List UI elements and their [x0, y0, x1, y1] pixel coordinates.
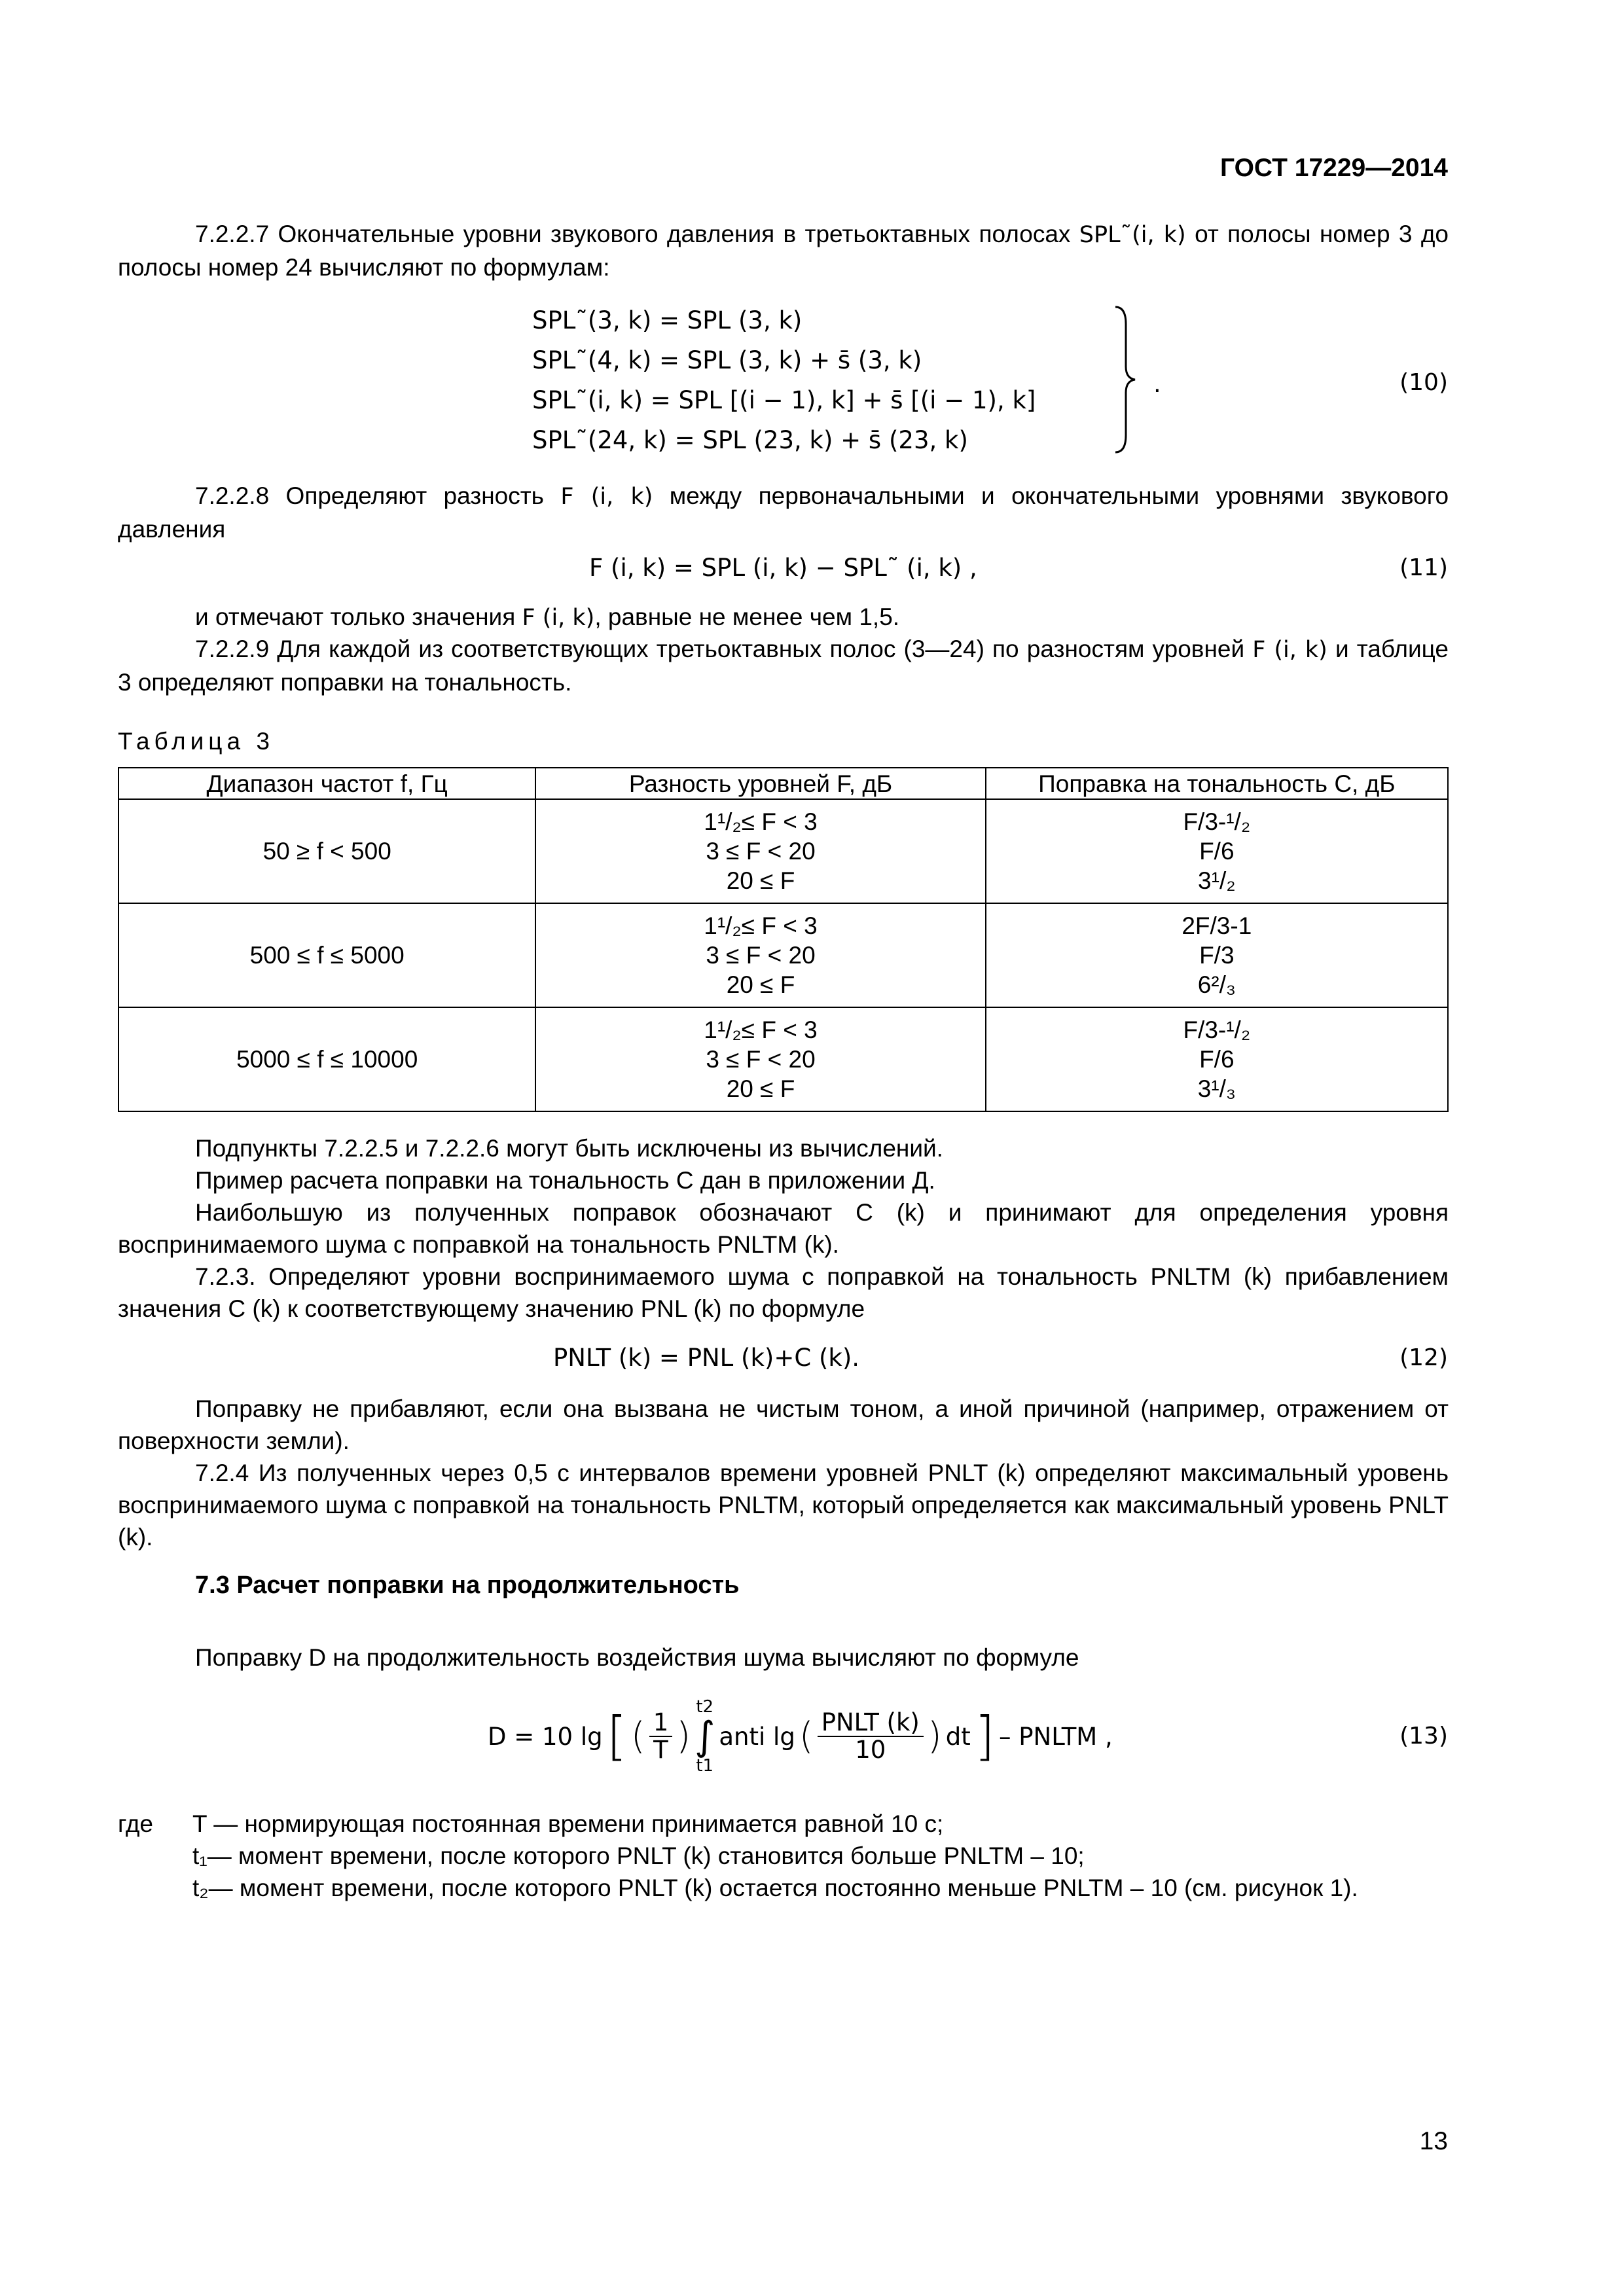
paragraph-7-2-2-9: [118, 633, 1449, 698]
eq13-frac-den: 10: [855, 1736, 886, 1764]
p7229-lead: 7.2.2.9 Для каждой из соответствующих третьоктавных полос (3—24) по разностям уровней: [195, 636, 1245, 662]
diff-value: 3 ≤ F < 20: [706, 1046, 816, 1073]
p7228-lead: 7.2.2.8 Определяют разность: [195, 482, 544, 509]
right-brace-icon: [1113, 304, 1139, 455]
corr-value: F/3: [1199, 942, 1235, 969]
table-row: [118, 1007, 1448, 1111]
mark-tail: , равные не менее чем 1,5.: [594, 603, 900, 630]
diff-cell: [535, 903, 985, 1007]
where-list: [118, 1808, 1449, 1904]
range-cell: 5000 ≤ f ≤ 10000: [118, 1007, 535, 1111]
eq13-lhs: D = 10 lg: [488, 1722, 603, 1751]
eq13-formula: [488, 1687, 1113, 1785]
eq11-formula: F (i, k) = SPL (i, k) − SPL˜ (i, k) ,: [589, 554, 977, 582]
eq12-formula: PNLT (k) = PNL (k)+C (k).: [553, 1344, 860, 1372]
integral-sign-icon: ∫: [695, 1713, 715, 1759]
paragraph: Наибольшую из полученных поправок обозначают C (k) и принимают для определения уровня воспринимаемого шума с поправкой на тональность PNLTM (k).: [118, 1199, 1449, 1258]
eq13-one: 1: [649, 1710, 673, 1737]
p7229-symbol: F (i, k): [1252, 637, 1327, 663]
page-number: 13: [1419, 2127, 1448, 2155]
paragraph: Пример расчета поправки на тональность C дан в приложении Д.: [195, 1167, 935, 1194]
document-code: ГОСТ 17229—2014: [1220, 154, 1448, 182]
where-item-t1: t₁— момент времени, после которого PNLT (k) становится больше PNLTM – 10;: [192, 1842, 1085, 1869]
paragraphs-after-table: [118, 1132, 1449, 1325]
eq13-fraction-pnlt: [818, 1710, 924, 1763]
right-bracket-icon: ]: [974, 1706, 995, 1767]
diff-value: 3 ≤ F < 20: [706, 838, 816, 865]
diff-value: 20 ≤ F: [726, 867, 795, 894]
table-row: [118, 799, 1448, 903]
corr-value: F/3-¹/₂: [1183, 808, 1251, 835]
eq12-number: (12): [1399, 1344, 1448, 1371]
corr-cell: [986, 903, 1448, 1007]
paragraph: 7.2.4 Из полученных через 0,5 с интервалов времени уровней PNLT (k) определяют максимальный уровень воспринимаемого шума с поправкой на тональность PNLTM, который определяется как максимальный уровень PNLT (k).: [118, 1460, 1449, 1551]
diff-value: 1¹/₂≤ F < 3: [704, 912, 818, 939]
paragraph-mark-values: [195, 601, 1449, 634]
table-caption: Таблица 3: [118, 728, 274, 755]
corr-cell: [986, 799, 1448, 903]
where-label: где: [118, 1810, 154, 1837]
paragraph-7-2-2-8: [118, 480, 1449, 545]
range-cell: 500 ≤ f ≤ 5000: [118, 903, 535, 1007]
eq13-T: T: [653, 1736, 668, 1764]
corr-value: 2F/3-1: [1182, 912, 1252, 939]
eq11-number: (11): [1399, 554, 1448, 581]
p7227-symbol: SPL˜(i, k): [1079, 222, 1186, 248]
eq13-frac-num: PNLT (k): [818, 1710, 924, 1737]
paragraph: Поправку не прибавляют, если она вызвана не чистым тоном, а иной причиной (например, отражением от поверхности земли).: [118, 1395, 1449, 1454]
mark-lead: и отмечают только значения: [195, 603, 516, 630]
table-3: [118, 767, 1449, 1112]
corr-value: F/6: [1199, 1046, 1235, 1073]
integral-lower-limit: t1: [696, 1756, 714, 1776]
p7229-tail: и таблице 3 определяют поправки на тональность.: [118, 636, 1449, 696]
diff-cell: [535, 799, 985, 903]
paragraph: Подпункты 7.2.2.5 и 7.2.2.6 могут быть исключены из вычислений.: [195, 1135, 943, 1162]
eq10-line-1: SPL˜(3, k) = SPL (3, k): [532, 306, 803, 334]
eq10-dot: .: [1153, 370, 1161, 398]
eq13-dt: dt: [945, 1722, 971, 1751]
corr-value: F/6: [1199, 838, 1235, 865]
eq13-fraction-1-over-T: [649, 1710, 673, 1763]
integral: [695, 1697, 715, 1776]
section-7-3-title: 7.3 Расчет поправки на продолжительность: [195, 1571, 740, 1599]
p7228-tail: между первоначальными и окончательными уровнями звукового давления: [118, 482, 1449, 543]
header-frequency-range: Диапазон частот f, Гц: [118, 768, 535, 799]
corr-value: F/3-¹/₂: [1183, 1016, 1251, 1043]
p7227-lead: 7.2.2.7 Окончательные уровни звукового давления в третьоктавных полосах: [195, 221, 1071, 247]
left-paren-icon: (: [630, 1715, 645, 1757]
eq13-number: (13): [1399, 1723, 1448, 1749]
diff-value: 20 ≤ F: [726, 1075, 795, 1102]
where-item-T: T — нормирующая постоянная времени принимается равной 10 с;: [192, 1810, 944, 1837]
p7228-symbol: F (i, k): [560, 484, 653, 510]
left-bracket-icon: [: [606, 1706, 627, 1767]
diff-value: 1¹/₂≤ F < 3: [704, 808, 818, 835]
right-paren-icon: ): [676, 1715, 691, 1757]
eq10-line-3: SPL˜(i, k) = SPL [(i − 1), k] + s̄ [(i − 1), k]: [532, 386, 1036, 414]
header-level-difference: Разность уровней F, дБ: [535, 768, 985, 799]
header-tonal-correction: Поправка на тональность C, дБ: [986, 768, 1448, 799]
corr-value: 3¹/₂: [1198, 867, 1236, 894]
left-paren-icon: (: [799, 1715, 814, 1757]
corr-cell: [986, 1007, 1448, 1111]
diff-value: 20 ≤ F: [726, 971, 795, 998]
eq13-rhs: – PNLTM ,: [998, 1722, 1113, 1751]
eq10-number: (10): [1399, 369, 1448, 396]
paragraph: 7.2.3. Определяют уровни воспринимаемого шума с поправкой на тональность PNLTM (k) прибавлением значения C (k) к соответствующему значению PNL (k) по формуле: [118, 1263, 1449, 1322]
diff-cell: [535, 1007, 985, 1111]
eq10-line-2: SPL˜(4, k) = SPL (3, k) + s̄ (3, k): [532, 346, 922, 374]
eq10-line-4: SPL˜(24, k) = SPL (23, k) + s̄ (23, k): [532, 426, 968, 454]
where-item-t2: t₂— момент времени, после которого PNLT (k) остается постоянно меньше PNLTM – 10 (см. рисунок 1).: [192, 1874, 1358, 1901]
paragraph-7-3: Поправку D на продолжительность воздействия шума вычисляют по формуле: [195, 1644, 1079, 1671]
paragraph-7-2-2-7: [118, 218, 1449, 283]
corr-value: 3¹/₃: [1197, 1075, 1236, 1102]
right-paren-icon: ): [927, 1715, 942, 1757]
table-row: [118, 903, 1448, 1007]
eq13-antilg: anti lg: [719, 1722, 795, 1751]
diff-value: 3 ≤ F < 20: [706, 942, 816, 969]
integral-upper-limit: t2: [696, 1697, 714, 1717]
corr-value: 6²/₃: [1197, 971, 1236, 998]
range-cell: 50 ≥ f < 500: [118, 799, 535, 903]
paragraphs-after-eq12: [118, 1393, 1449, 1553]
p7227-tail: от полосы номер 3 до полосы номер 24 вычисляют по формулам:: [118, 221, 1449, 281]
diff-value: 1¹/₂≤ F < 3: [704, 1016, 818, 1043]
mark-symbol: F (i, k): [522, 605, 595, 631]
table-header-row: [118, 768, 1448, 799]
